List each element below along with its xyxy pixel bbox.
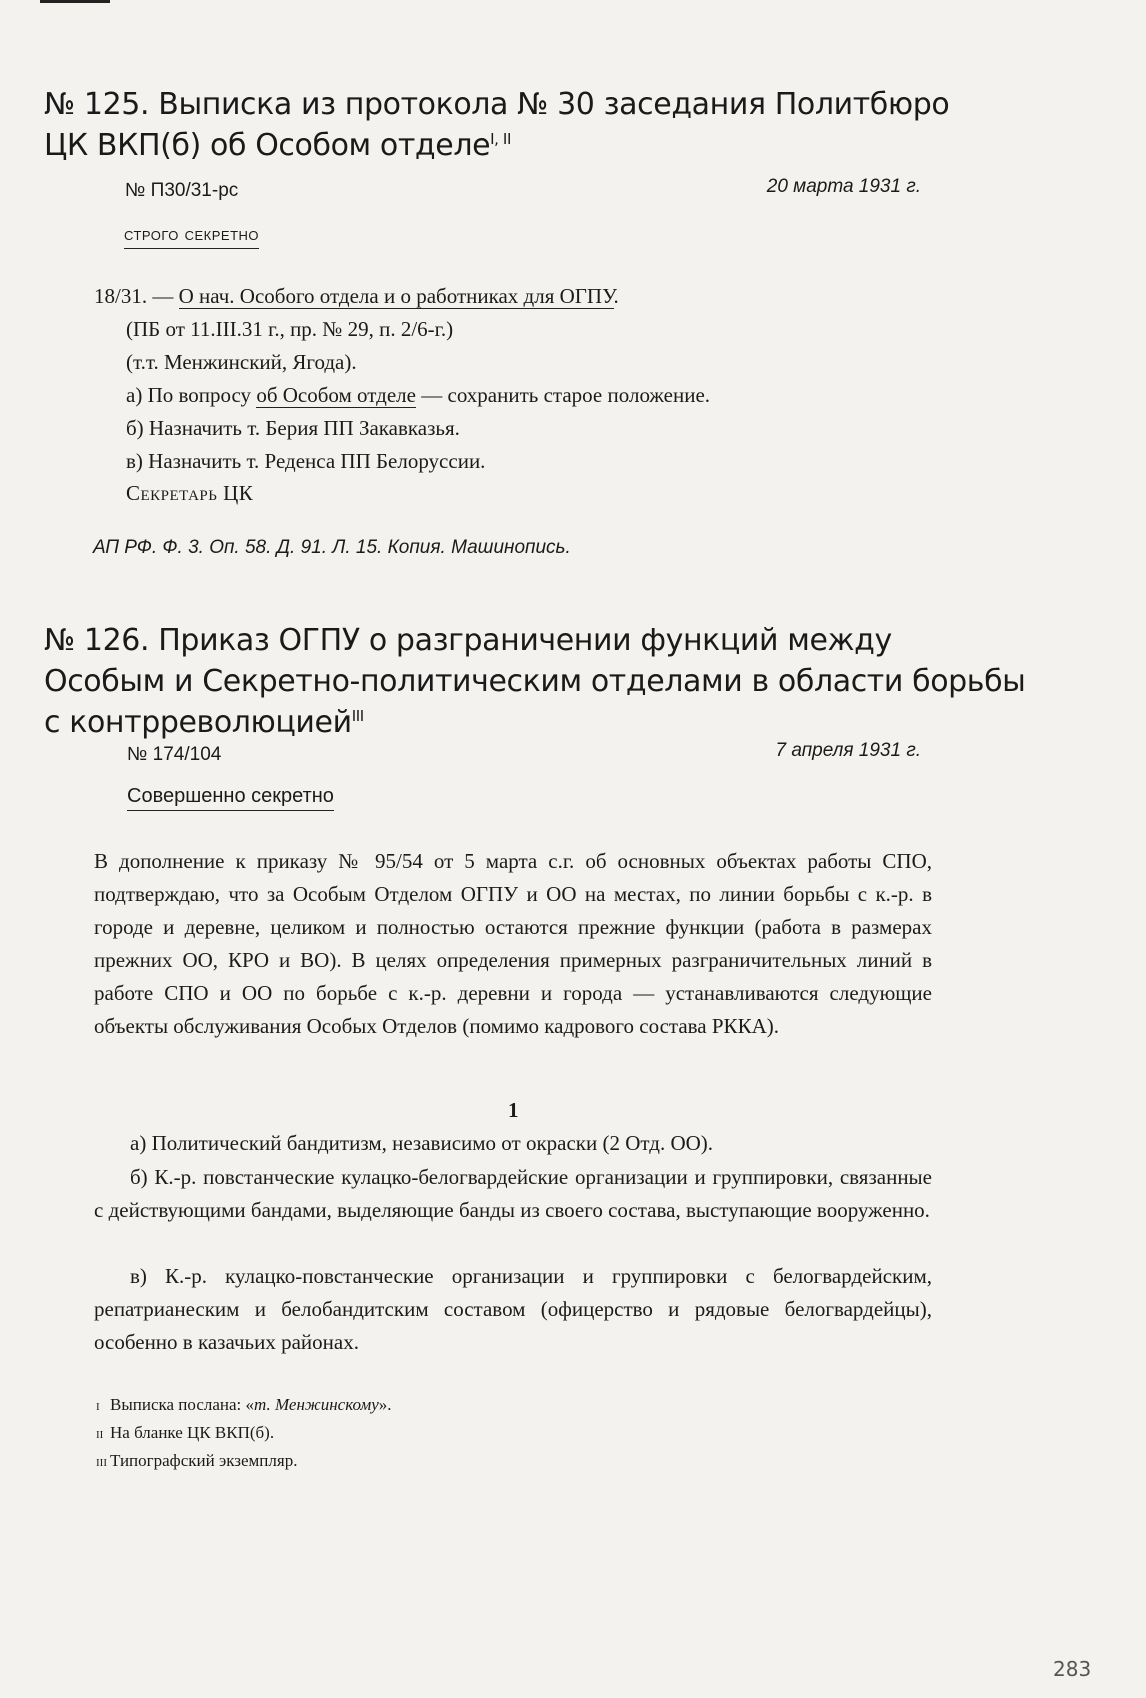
doc126-item-c: в) К.-р. кулацко-повстанческие организации и группировки с белогвардейским, репатрианеским и белобандитским составом (офицерство и рядовые белогвардейцы), особенно в казачьих районах. xyxy=(94,1264,932,1354)
footnote-2-mark: II xyxy=(96,1429,104,1441)
doc125-item-a: а) По вопросу об Особом отделе — сохранить старое положение. xyxy=(126,383,711,407)
footnote-3-mark: III xyxy=(96,1457,107,1469)
doc125-footnote-marks: I, II xyxy=(490,130,511,148)
footnote-1: I Выписка послана: «т. Менжинскому». xyxy=(110,1394,392,1416)
doc126-section-number: 1 xyxy=(508,1098,519,1122)
doc125-source: АП РФ. Ф. 3. Оп. 58. Д. 91. Л. 15. Копия. Машинопись. xyxy=(93,537,571,558)
doc125-date: 20 марта 1931 г. xyxy=(766,176,921,197)
doc126-intro: В дополнение к приказу № 95/54 от 5 марта с.г. об основных объектах работы СПО, подтверждаю, что за Особым Отделом ОГПУ и ОО на местах, по линии борьбы с к.-р. в городе и деревне, целиком и полностью остаются прежние функции (работа в размерах прежних ОО, КРО и ВО). В целях определения примерных разграничительных линий в работе СПО и ОО по борьбе с к.-р. деревни и города — устанавливаются следующие объекты обслуживания Особых Отделов (помимо кадрового состава РККА). xyxy=(94,849,932,1038)
page-number: 283 xyxy=(1053,1657,1092,1681)
doc126-heading-line3: с контрреволюцией xyxy=(44,705,352,740)
doc126-heading-line1: № 126. Приказ ОГПУ о разграничении функций между xyxy=(44,623,892,658)
top-rule xyxy=(40,0,110,3)
doc125-secrecy: строго секретно xyxy=(124,224,259,249)
doc125-item-a-underlined: об Особом отделе xyxy=(256,383,416,407)
doc125-heading xyxy=(44,84,949,166)
doc126-item-a: а) Политический бандитизм, независимо от окраски (2 Отд. ОО). xyxy=(130,1131,714,1155)
doc126-heading xyxy=(44,620,1025,743)
doc126-item-b: б) К.-р. повстанческие кулацко-белогвардейские организации и группировки, связанные с действующими бандами, выделяющие банды из своего состава, выступающие вооруженно. xyxy=(94,1165,932,1222)
doc126-secrecy: Совершенно секретно xyxy=(127,785,334,811)
doc125-signature: Секретарь ЦК xyxy=(126,481,254,505)
doc125-item-title: 18/31. — О нач. Особого отдела и о работниках для ОГПУ. xyxy=(94,284,619,308)
doc125-heading-line2: ЦК ВКП(б) об Особом отделе xyxy=(44,128,491,163)
footnote-3: III Типографский экземпляр. xyxy=(110,1450,297,1472)
doc126-number: № 174/104 xyxy=(127,744,222,765)
doc125-item-b: б) Назначить т. Берия ПП Закавказья. xyxy=(126,416,460,440)
footnote-2: II На бланке ЦК ВКП(б). xyxy=(110,1422,274,1444)
footnote-1-mark: I xyxy=(96,1401,100,1413)
doc125-heading-line1: № 125. Выписка из протокола № 30 заседания Политбюро xyxy=(44,87,950,122)
doc126-footnote-mark: III xyxy=(351,707,364,725)
doc126-heading-line2: Особым и Секретно-политическим отделами в области борьбы xyxy=(44,664,1026,699)
doc125-persons: (т.т. Менжинский, Ягода). xyxy=(126,350,357,374)
doc125-item-title-underlined: О нач. Особого отдела и о работниках для ОГПУ xyxy=(178,284,614,308)
doc126-date: 7 апреля 1931 г. xyxy=(775,740,921,761)
doc125-item-c: в) Назначить т. Реденса ПП Белоруссии. xyxy=(126,449,486,473)
doc125-number: № П30/31-рс xyxy=(125,180,239,201)
doc125-ref: (ПБ от 11.III.31 г., пр. № 29, п. 2/6-г.) xyxy=(126,317,454,341)
